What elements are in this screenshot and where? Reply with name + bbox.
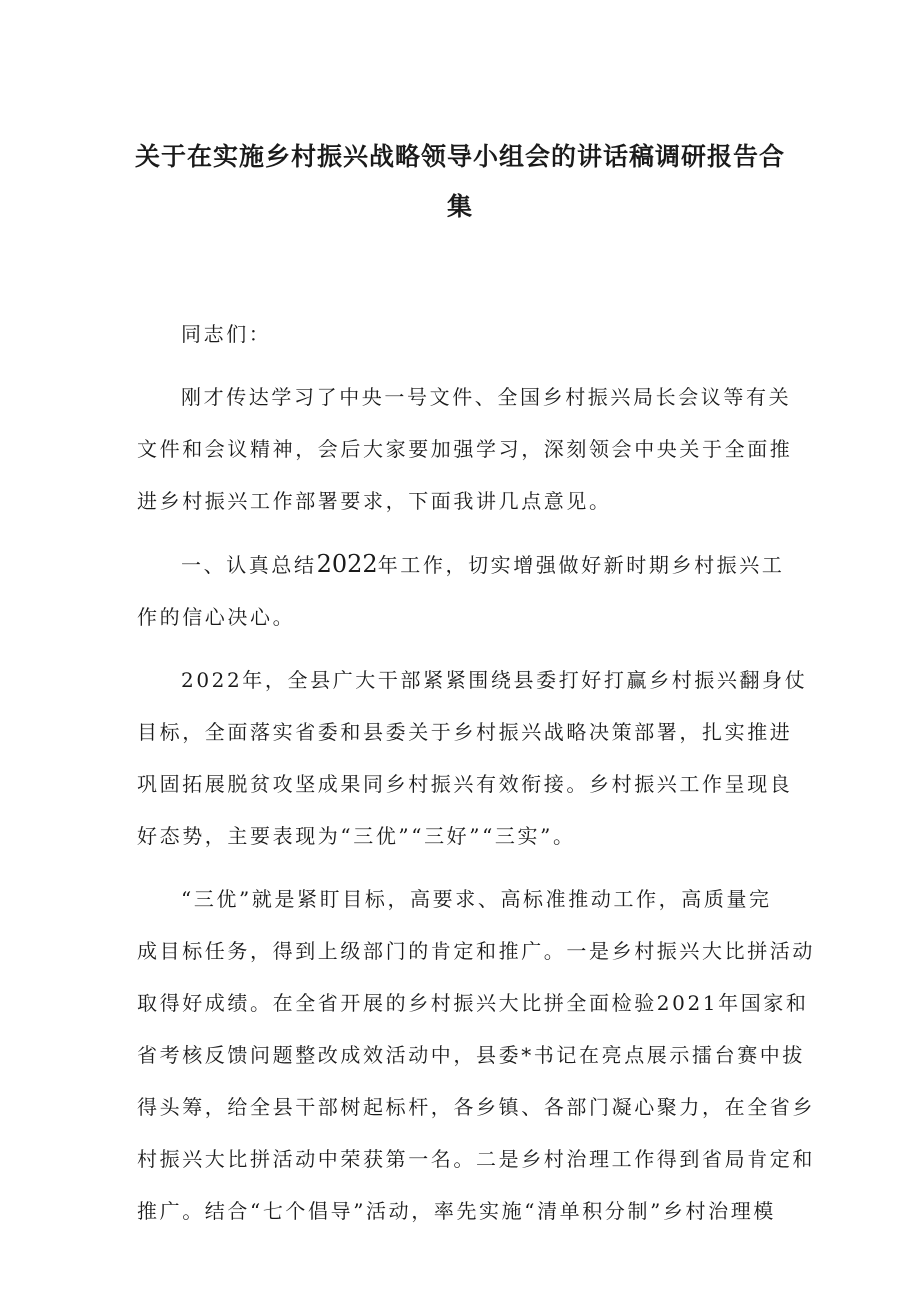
document-title [120,132,800,232]
paragraph-line: 巩固拓展脱贫攻坚成果同乡村振兴有效衔接。乡村振兴工作呈现良 [137,772,793,796]
paragraph-line: 文件和会议精神，会后大家要加强学习，深刻领会中央关于全面推 [137,437,793,461]
section-heading-line: 作的信心决心。 [137,605,296,629]
salutation [137,308,777,360]
paragraph-line: “三优”就是紧盯目标，高要求、高标准推动工作，高质量完 [181,887,772,911]
heading-year: 2022 [316,550,378,578]
paragraph-line: 推广。结合“七个倡导”活动，率先实施“清单积分制”乡村治理模 [137,1199,776,1223]
title-line-2: 集 [446,192,473,221]
paragraph-line: 好态势，主要表现为“三优”“三好”“三实”。 [137,824,576,848]
heading-suffix: 年工作，切实增强做好新时期乡村振兴工 [377,553,785,577]
paragraph-line: 目标，全面落实省委和县委关于乡村振兴战略决策部署，扎实推进 [137,720,793,744]
paragraph-san-you [137,873,815,1237]
paragraph-line: 进乡村振兴工作部署要求，下面我讲几点意见。 [137,489,612,513]
paragraph-line: 取得好成绩。在全省开展的乡村振兴大比拼全面检验2021年国家和 [137,991,809,1015]
section-heading-line [137,538,785,591]
salutation-text: 同志们： [181,322,272,346]
paragraph-line: 村振兴大比拼活动中荣获第一名。二是乡村治理工作得到省局肯定和 [137,1147,815,1171]
title-line-1: 关于在实施乡村振兴战略领导小组会的讲话稿调研报告合 [134,142,785,171]
paragraph-2022-summary [137,654,808,862]
paragraph-line: 省考核反馈问题整改成效活动中，县委*书记在亮点展示擂台赛中拔 [137,1043,805,1067]
paragraph-line: 得头筹，给全县干部树起标杆，各乡镇、各部门凝心聚力，在全省乡 [137,1095,815,1119]
paragraph-line: 刚才传达学习了中央一号文件、全国乡村振兴局长会议等有关 [181,385,792,409]
paragraph-line: 成目标任务，得到上级部门的肯定和推广。一是乡村振兴大比拼活动 [137,939,815,963]
heading-prefix: 一、认真总结 [181,553,317,577]
document-body [137,308,815,1248]
paragraph-intro [137,371,793,527]
paragraph-line: 2022年，全县广大干部紧紧围绕县委打好打赢乡村振兴翻身仗 [181,668,808,692]
section-heading-1 [137,538,785,643]
